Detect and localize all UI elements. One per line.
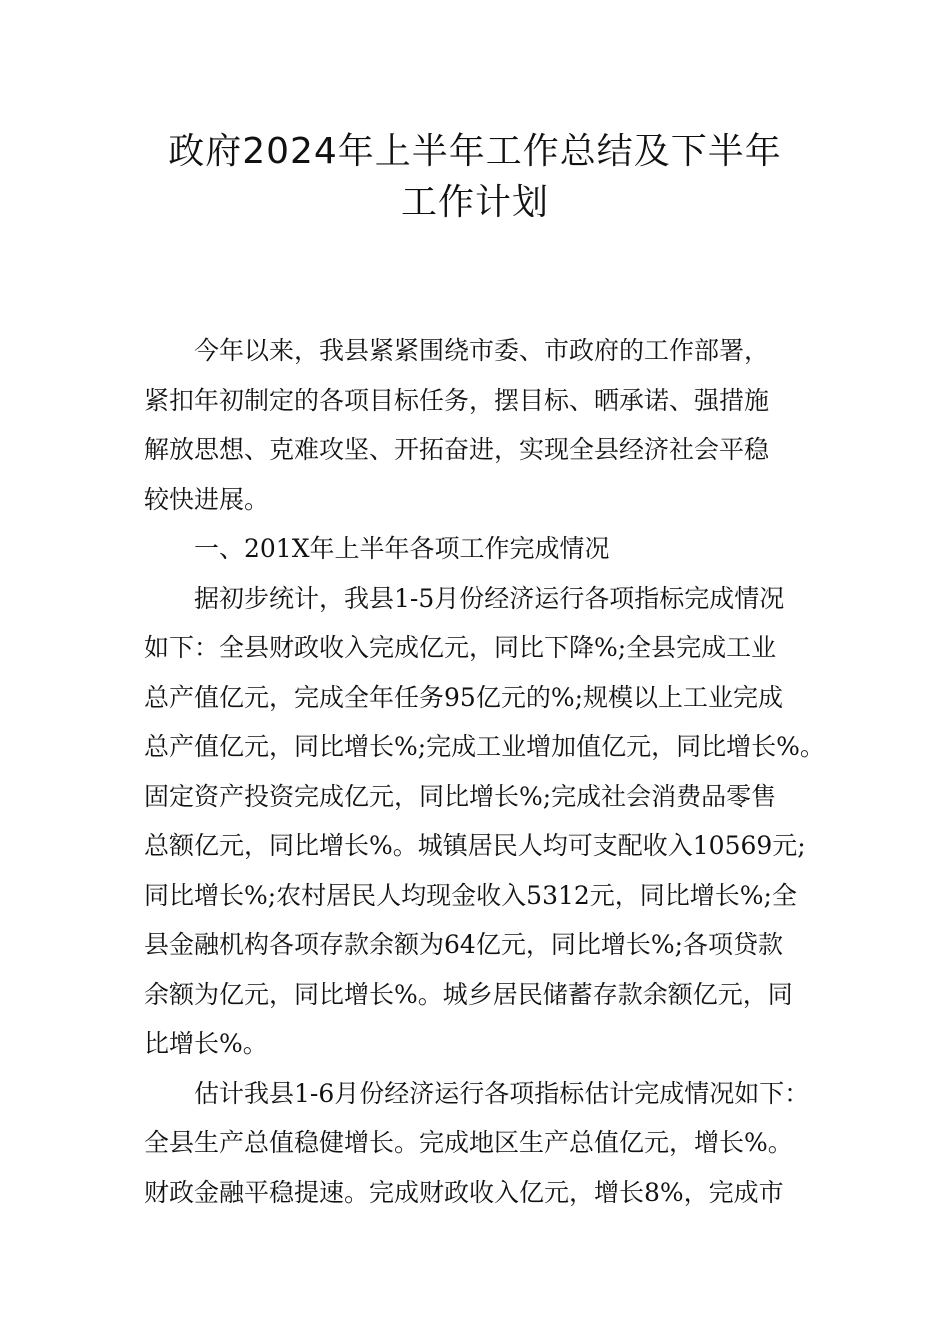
- document-body: [144, 326, 825, 1217]
- section-heading: [144, 524, 816, 574]
- text-line: 固定资产投资完成亿元，同比增长%;完成社会消费品零售: [144, 781, 777, 811]
- text-line: 一、201X年上半年各项工作完成情况: [194, 534, 610, 563]
- document-title: [100, 126, 850, 228]
- text-line: 如下：全县财政收入完成亿元，同比下降%;全县完成工业: [144, 633, 777, 662]
- paragraph-estimates: [144, 1069, 816, 1218]
- text-line: 总额亿元，同比增长%。城镇居民人均可支配收入10569元;: [144, 831, 806, 860]
- text-line: 比增长%。: [144, 1029, 268, 1058]
- title-line-1: 政府2024年上半年工作总结及下半年: [168, 131, 782, 172]
- text-line: 据初步统计，我县1-5月份经济运行各项指标完成情况: [194, 583, 785, 613]
- title-line-2: 工作计划: [400, 182, 549, 223]
- text-line: 同比增长%;农村居民人均现金收入5312元，同比增长%;全: [144, 880, 797, 910]
- text-line: 全县生产总值稳健增长。完成地区生产总值亿元，增长%。: [144, 1128, 793, 1157]
- text-line: 总产值亿元，完成全年任务95亿元的%;规模以上工业完成: [144, 682, 783, 712]
- paragraph-statistics: [144, 574, 825, 1069]
- text-line: 今年以来，我县紧紧围绕市委、市政府的工作部署，: [194, 336, 770, 365]
- text-line: 财政金融平稳提速。完成财政收入亿元，增长8%，完成市: [144, 1177, 784, 1207]
- text-line: 余额为亿元，同比增长%。城乡居民储蓄存款余额亿元，同: [144, 979, 793, 1009]
- text-line: 较快进展。: [144, 484, 270, 514]
- text-line: 县金融机构各项存款余额为64亿元，同比增长%;各项贷款: [144, 930, 783, 959]
- text-line: 估计我县1-6月份经济运行各项指标估计完成情况如下：: [194, 1078, 810, 1108]
- paragraph-intro: [144, 326, 816, 524]
- text-line: 总产值亿元，同比增长%;完成工业增加值亿元，同比增长%。: [144, 732, 825, 761]
- text-line: 解放思想、克难攻坚、开拓奋进，实现全县经济社会平稳: [144, 435, 770, 464]
- text-line: 紧扣年初制定的各项目标任务，摆目标、晒承诺、强措施: [144, 385, 770, 415]
